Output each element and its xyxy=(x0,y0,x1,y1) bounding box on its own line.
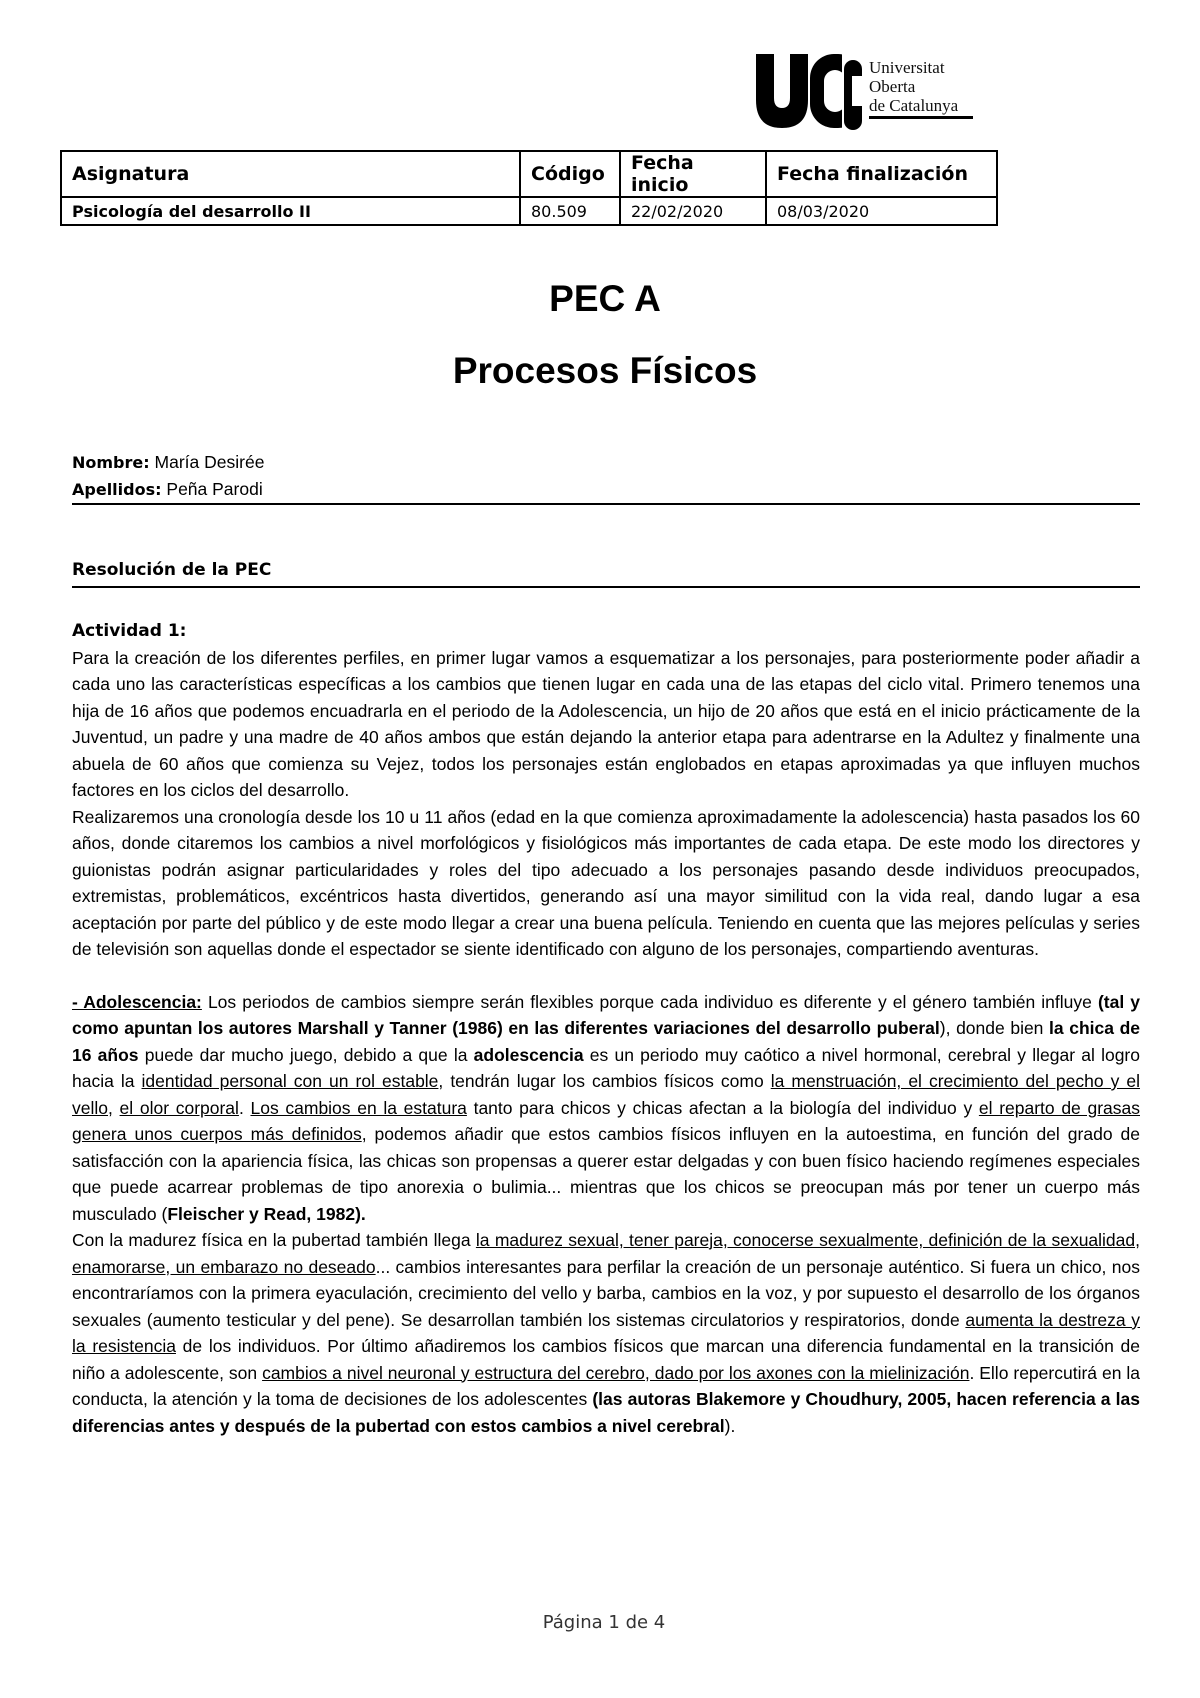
activity-heading: Actividad 1: xyxy=(72,621,187,641)
underlined-span: Los cambios en la estatura xyxy=(250,1097,467,1118)
table-row xyxy=(61,197,997,225)
citation-fleischer-read: Fleischer y Read, 1982). xyxy=(167,1203,366,1224)
name-label: Nombre: xyxy=(72,453,150,472)
adolescencia-label: - Adolescencia: xyxy=(72,991,202,1012)
page-footer: Página 1 de 4 xyxy=(542,1612,666,1633)
bold-span: adolescencia xyxy=(473,1044,584,1065)
text-span: ... cambios interesantes para perfilar la creación de un personaje auténtico. Si fuera un chico, nos encontraríamos con la primera eyaculación, crecimiento del vello y barba, cambios en la voz, y por supuesto el desarrollo de los órganos sexuales (aumento testicular y del pene). Se desarrollan también los sistemas circulatorios y respiratorios, donde xyxy=(72,1256,1140,1330)
uoc-name xyxy=(869,58,958,115)
text-span: , podemos añadir que estos cambios físicos influyen en la autoestima, en función del grado de satisfacción con la apariencia física, las chicas son propensas a querer estar delgadas y con buen físico haciendo regímenes especiales que puede acarrear problemas de tipo anorexia o bulimia... mientras que los chicos se preocupan más por tener un cuerpo más musculado ( xyxy=(72,1124,1140,1224)
text-span: ). xyxy=(724,1415,736,1436)
underlined-span: la menstruación, el crecimiento del pecho y el vello xyxy=(72,1071,1140,1118)
text-span: , tendrán lugar los cambios físicos como xyxy=(438,1071,771,1091)
underlined-span: el olor corporal xyxy=(119,1097,239,1118)
name-value: María Desirée xyxy=(154,452,265,472)
student-surname xyxy=(72,477,263,502)
document-body xyxy=(72,618,1140,1439)
text-span: . xyxy=(238,1097,251,1118)
cell-asignatura: Psicología del desarrollo II xyxy=(61,197,520,225)
cell-fecha-finalizacion: 08/03/2020 xyxy=(766,197,997,225)
table-header-row xyxy=(61,151,997,197)
paragraph-madurez xyxy=(72,1227,1140,1439)
text-span: es un periodo muy caótico a nivel hormonal, cerebral y llegar al logro hacia la xyxy=(72,1044,1140,1091)
text-span: Los periodos de cambios siempre serán flexibles porque cada individuo es diferente y el género también influye xyxy=(201,991,1098,1012)
text-span: puede dar mucho juego, debido a que la xyxy=(138,1044,474,1065)
text-span: ), donde bien xyxy=(939,1018,1050,1038)
section-heading: Resolución de la PEC xyxy=(72,560,272,580)
underlined-span: cambios a nivel neuronal y estructura del cerebro, dado por los axones con la mielinización xyxy=(262,1362,970,1383)
uoc-name-line1: Universitat xyxy=(869,58,945,77)
cell-codigo: 80.509 xyxy=(520,197,620,225)
paragraph-gap xyxy=(72,963,1140,989)
underlined-span: la madurez sexual, tener pareja, conocerse sexualmente, definición de la sexualidad, enamorarse, un embarazo no deseado xyxy=(72,1230,1140,1277)
text-span: tanto para chicos y chicas afectan a la biología del individuo y xyxy=(466,1097,979,1118)
text-span: . Ello repercutirá en la conducta, la atención y la toma de decisiones de los adolescentes xyxy=(72,1362,1140,1409)
uoc-name-line3: de Catalunya xyxy=(869,96,959,115)
paragraph-adolescencia xyxy=(72,989,1140,1228)
header-asignatura: Asignatura xyxy=(61,151,520,197)
header-fecha-inicio: Fecha inicio xyxy=(620,151,766,197)
underlined-span: aumenta la destreza y la resistencia xyxy=(72,1309,1140,1356)
logo-rule xyxy=(869,116,973,119)
text-span: Con la madurez física en la pubertad también llega xyxy=(72,1230,476,1250)
uoc-logo xyxy=(754,52,976,136)
bold-span: la chica de 16 años xyxy=(72,1018,1140,1065)
paragraph-intro: Para la creación de los diferentes perfiles, en primer lugar vamos a esquematizar a los personajes, para posteriormente poder añadir a cada uno las características específicas a los cambios que tienen lugar en cada una de las etapas del ciclo vital. Primero tenemos una hija de 16 años que podemos encuadrarla en el periodo de la Adolescencia, un hijo de 20 años que está en el inicio prácticamente de la Juventud, un padre y una madre de 40 años ambos que están dejando la anterior etapa para adentrarse en la Adultez y finalmente una abuela de 60 años que comienza su Vejez, todos los personajes están englobados en etapas aproximadas ya que influyen muchos factores en los ciclos del desarrollo. xyxy=(72,647,1140,800)
citation-blakemore-choudhury: (las autoras Blakemore y Choudhury, 2005, hacen referencia a las diferencias antes y después de la pubertad con estos cambios a nivel cerebral xyxy=(72,1389,1140,1436)
student-name xyxy=(72,450,264,475)
underlined-span: el reparto de grasas genera unos cuerpos más definidos xyxy=(72,1097,1140,1144)
header-codigo: Código xyxy=(520,151,620,197)
document-subtitle: Procesos Físicos xyxy=(452,350,758,391)
surname-value: Peña Parodi xyxy=(166,479,263,499)
surname-label: Apellidos: xyxy=(72,480,162,499)
divider xyxy=(72,503,1140,505)
course-info-table xyxy=(60,150,998,226)
paragraph-chronology: Realizaremos una cronología desde los 10 u 11 años (edad en la que comienza aproximadamente la adolescencia) hasta pasados los 60 años, donde citaremos los cambios a nivel morfológicos y fisiológicos más importantes de cada etapa. De este modo los directores y guionistas podrán asignar particularidades y roles del tipo adecuado a los personajes pasando desde individuos preocupados, extremistas, problemáticos, excéntricos hasta divertidos, generando así una mayor similitud con la vida real, dando lugar a esa aceptación por parte del público y de este modo llegar a crear una buena película. Teniendo en cuenta que las mejores películas y series de televisión son aquellas donde el espectador se siente identificado con alguno de los personajes, compartiendo aventuras. xyxy=(72,806,1140,959)
text-span: de los individuos. Por último añadiremos los cambios físicos que marcan una diferencia fundamental en la transición de niño a adolescente, son xyxy=(72,1336,1140,1383)
divider xyxy=(72,586,1140,588)
cell-fecha-inicio: 22/02/2020 xyxy=(620,197,766,225)
header-fecha-finalizacion: Fecha finalización xyxy=(766,151,997,197)
underlined-span: identidad personal con un rol estable xyxy=(141,1071,439,1091)
citation-marshall-tanner: (tal y como apuntan los autores Marshall y Tanner (1986) en las diferentes variaciones del desarrollo puberal xyxy=(72,991,1140,1038)
uoc-name-line2: Oberta xyxy=(869,77,916,96)
text-span: , xyxy=(108,1097,120,1118)
uoc-logo-mark xyxy=(754,52,866,136)
document-title: PEC A xyxy=(549,278,661,319)
